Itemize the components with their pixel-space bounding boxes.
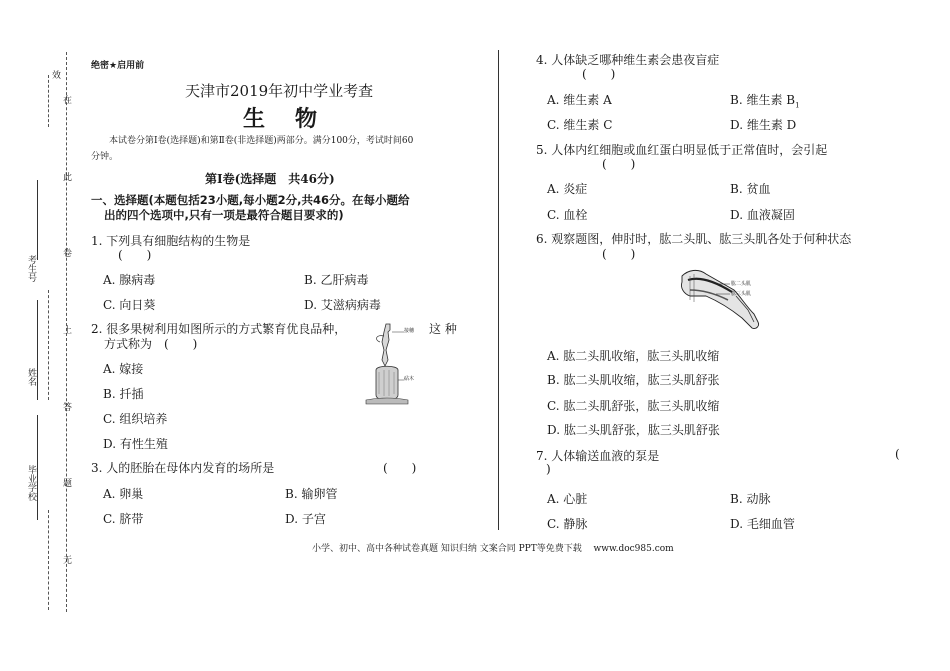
margin-warn-char: 此 — [63, 173, 73, 183]
question-stem: 5. 人体内红细胞或血红蛋白明显低于正常值时，会引起 — [536, 143, 828, 157]
section1-heading-line1: 一、选择题(本题包括23小题,每小题2分,共46分。在每小题给 — [91, 193, 410, 207]
option-a: A. 肱二头肌收缩，肱三头肌收缩 — [547, 349, 720, 363]
option-b: B. 扦插 — [103, 387, 144, 401]
answer-paren: ( ) — [118, 248, 152, 262]
answer-paren: ( ) — [602, 157, 636, 171]
question-stem: 3. 人的胚胎在母体内发育的场所是 — [91, 461, 275, 475]
margin-warn-char: 答 — [63, 403, 73, 413]
question-stem: 6. 观察题图，伸肘时，肱二头肌、肱三头肌各处于何种状态 — [536, 232, 852, 246]
answer-paren: ( ) — [383, 461, 417, 475]
answer-paren-open: ( — [895, 447, 900, 461]
margin-warn-char: 无 — [63, 556, 73, 566]
figure-label-scion: 接穗 — [404, 328, 415, 334]
field-blank-line — [37, 180, 38, 260]
option-b: B. 肱二头肌收缩，肱三头肌舒张 — [547, 373, 720, 387]
subject-title: 生 物 — [243, 106, 322, 132]
option-b: B. 动脉 — [730, 492, 771, 506]
section1-title: 第Ⅰ卷(选择题 共46分) — [205, 172, 335, 186]
option-b: B. 乙肝病毒 — [304, 273, 369, 287]
option-d: D. 血液凝固 — [730, 208, 795, 222]
option-d: D. 毛细血管 — [730, 517, 795, 531]
question-stem: 4. 人体缺乏哪种维生素会患夜盲症 — [536, 53, 720, 67]
option-a: A. 心脏 — [547, 492, 588, 506]
exam-title: 天津市2019年初中学业考查 — [185, 82, 374, 100]
binding-dashed-line-low — [48, 510, 49, 610]
question-stem: 2. 很多果树利用如图所示的方式繁育优良品种， — [91, 322, 347, 336]
figure-label-biceps: 肱二头肌 — [731, 281, 752, 287]
option-b: B. 维生素 $B_1$ — [730, 93, 800, 110]
option-c: C. 肱二头肌舒张，肱三头肌收缩 — [547, 399, 720, 413]
grafting-figure — [362, 320, 432, 408]
field-label-school: 毕业学校 — [26, 465, 36, 501]
margin-warn-char: 题 — [63, 479, 73, 489]
option-c: C. 组织培养 — [103, 412, 168, 426]
figure-label-triceps: 肱三头肌 — [731, 291, 752, 297]
option-a: A. 炎症 — [547, 182, 588, 196]
option-c: C. 静脉 — [547, 517, 588, 531]
instructions-line1: 本试卷分第Ⅰ卷(选择题)和第Ⅱ卷(非选择题)两部分。满分100分，考试时间60 — [109, 136, 414, 146]
binding-dashed-line-short — [48, 75, 49, 127]
option-c: C. 维生素 C — [547, 118, 613, 132]
answer-paren-close: ) — [546, 462, 551, 476]
field-label-exam-number: 考生号 — [26, 255, 36, 282]
instructions-line2: 分钟。 — [91, 152, 119, 162]
option-b: B. 贫血 — [730, 182, 771, 196]
question-stem: 1. 下列具有细胞结构的生物是 — [91, 234, 251, 248]
option-d: D. 子宫 — [285, 512, 326, 526]
question-stem: 7. 人体输送血液的泵是 — [536, 449, 660, 463]
option-a: A. 维生素 A — [547, 93, 612, 107]
option-d: D. 有性生殖 — [103, 437, 168, 451]
option-c: C. 脐带 — [103, 512, 144, 526]
margin-warn-char: 上 — [63, 326, 73, 336]
section1-heading-line2: 出的四个选项中,只有一项是最符合题目要求的) — [104, 208, 344, 222]
option-a: A. 卵巢 — [103, 487, 144, 501]
secret-tag: 绝密★启用前 — [91, 61, 145, 71]
question-stem-tail: 这 种 — [429, 322, 457, 336]
column-divider — [498, 50, 499, 530]
binding-dashed-line-mid — [48, 290, 49, 400]
page-footer: 小学、初中、高中各种试卷真题 知识归纳 文案合同 PPT等免费下载 www.doc985.com — [312, 544, 674, 554]
option-d: D. 维生素 D — [730, 118, 797, 132]
option-d: D. 艾滋病病毒 — [304, 298, 381, 312]
option-a: A. 嫁接 — [103, 362, 144, 376]
question-stem-cont: 方式称为 ( ) — [104, 337, 198, 351]
option-c: C. 向日葵 — [103, 298, 156, 312]
margin-warn-char: 在 — [63, 96, 73, 106]
option-d: D. 肱二头肌舒张，肱三头肌舒张 — [547, 423, 720, 437]
figure-label-stock: 砧木 — [404, 376, 415, 382]
answer-paren: ( ) — [602, 247, 636, 261]
margin-warn-char: 效 — [52, 71, 62, 81]
arm-muscle-figure — [676, 266, 786, 336]
option-c: C. 血栓 — [547, 208, 588, 222]
option-a: A. 腺病毒 — [103, 273, 156, 287]
option-b: B. 输卵管 — [285, 487, 338, 501]
margin-warn-char: 卷 — [63, 249, 73, 259]
answer-paren: ( ) — [582, 67, 616, 81]
field-label-name: 姓名 — [26, 368, 36, 386]
